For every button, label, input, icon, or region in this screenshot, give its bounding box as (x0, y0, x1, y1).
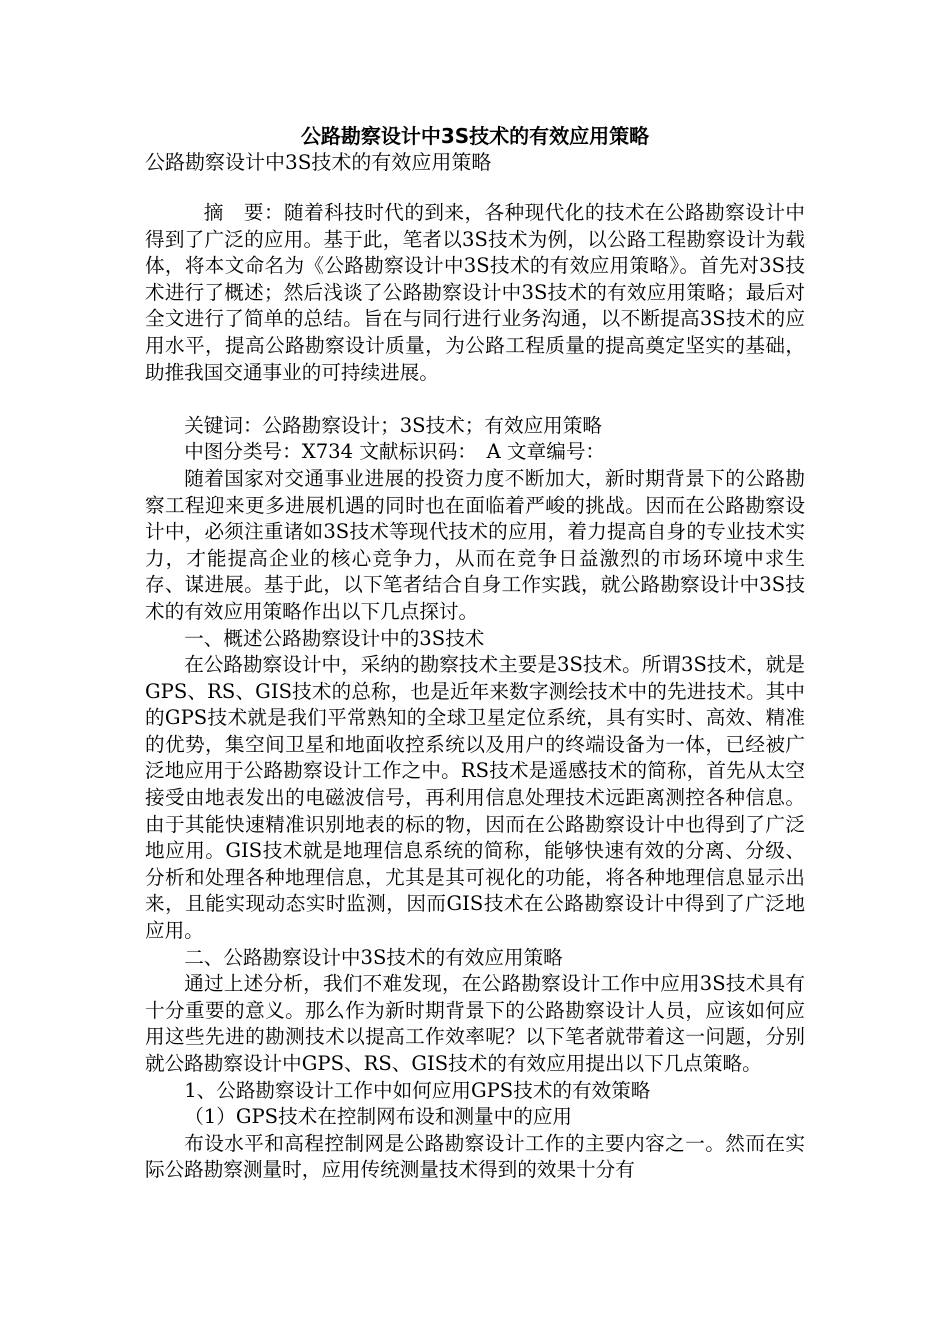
subsection-heading-1: 1、公路勘察设计工作中如何应用GPS技术的有效策略 (184, 1078, 651, 1102)
document-body (145, 200, 805, 1184)
document-subtitle: 公路勘察设计中3S技术的有效应用策略 (145, 150, 492, 174)
subsection-heading-1-1: （1）GPS技术在控制网布设和测量中的应用 (184, 1105, 573, 1129)
abstract-paragraph: 摘 要：随着科技时代的到来，各种现代化的技术在公路勘察设计中得到了广泛的应用。基于此，笔者以3S技术为例，以公路工程勘察设计为载体，将本文命名为《公路勘察设计中3S技术的有效应用策略》。首先对3S技术进行了概述；然后浅谈了公路勘察设计中3S技术的有效应用策略；最后对全文进行了简单的总结。旨在与同行进行业务沟通，以不断提高3S技术的应用水平，提高公路勘察设计质量，为公路工程质量的提高奠定坚实的基础，助推我国交通事业的可持续进展。 (145, 201, 805, 384)
section-heading-2: 二、公路勘察设计中3S技术的有效应用策略 (184, 945, 563, 969)
subsection-paragraph: 布设水平和高程控制网是公路勘察设计工作的主要内容之一。然而在实际公路勘察测量时，应用传统测量技术得到的效果十分有 (145, 1131, 805, 1182)
document-title: 公路勘察设计中3S技术的有效应用策略 (300, 124, 650, 148)
section-1-paragraph: 在公路勘察设计中，采纳的勘察技术主要是3S技术。所谓3S技术，就是GPS、RS、GIS技术的总称，也是近年来数字测绘技术中的先进技术。其中的GPS技术就是我们平常熟知的全球卫星定位系统，具有实时、高效、精准的优势，集空间卫星和地面收控系统以及用户的终端设备为一体，已经被广泛地应用于公路勘察设计工作之中。RS技术是遥感技术的简称，首先从太空接受由地表发出的电磁波信号，再利用信息处理技术远距离测控各种信息。由于其能快速精准识别地表的标的物，因而在公路勘察设计中也得到了广泛地应用。GIS技术就是地理信息系统的简称，能够快速有效的分离、分级、分析和处理各种地理信息，尤其是其可视化的功能，将各种地理信息显示出来，且能实现动态实时监测，因而GIS技术在公路勘察设计中得到了广泛地应用。 (145, 653, 805, 943)
section-2-paragraph: 通过上述分析，我们不难发现，在公路勘察设计工作中应用3S技术具有十分重要的意义。那么作为新时期背景下的公路勘察设计人员，应该如何应用这些先进的勘测技术以提高工作效率呢？以下笔者就带着这一问题，分别就公路勘察设计中GPS、RS、GIS技术的有效应用提出以下几点策略。 (145, 972, 805, 1075)
keywords-line: 关键词：公路勘察设计；3S技术；有效应用策略 (184, 413, 602, 437)
classification-line: 中图分类号：X734 文献标识码： A 文章编号： (184, 440, 606, 464)
section-heading-1: 一、概述公路勘察设计中的3S技术 (184, 626, 485, 650)
intro-paragraph: 随着国家对交通事业进展的投资力度不断加大，新时期背景下的公路勘察工程迎来更多进展机遇的同时也在面临着严峻的挑战。因而在公路勘察设计中，必须注重诸如3S技术等现代技术的应用，着力提高自身的专业技术实力，才能提高企业的核心竞争力，从而在竞争日益激烈的市场环境中求生存、谋进展。基于此，以下笔者结合自身工作实践，就公路勘察设计中3S技术的有效应用策略作出以下几点探讨。 (145, 466, 805, 623)
